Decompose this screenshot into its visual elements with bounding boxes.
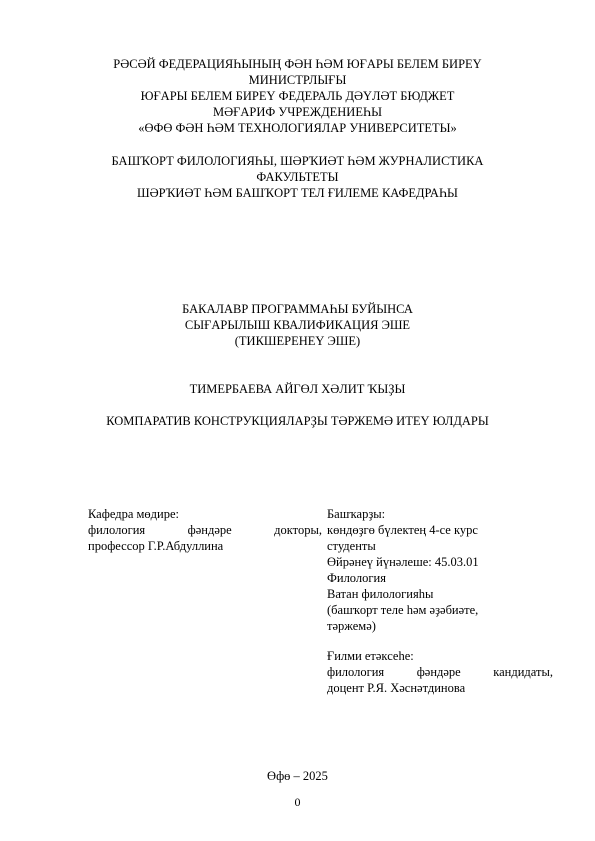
author-name-text: ТИМЕРБАЕВА АЙГӨЛ ХӘЛИТ ҠЫҘЫ bbox=[189, 382, 406, 396]
advisor-name: доцент Р.Я. Хәснәтдинова bbox=[327, 681, 466, 695]
university-name: «ӨФӨ ФӘН ҺӘМ ТЕХНОЛОГИЯЛАР УНИВЕРСИТЕТЫ» bbox=[138, 121, 457, 135]
student-info-line: студенты bbox=[327, 539, 376, 553]
spacer bbox=[327, 634, 553, 648]
city-year-text: Өфө – 2025 bbox=[267, 769, 328, 783]
advisor-title: Ғилми етәксеһе: bbox=[327, 649, 414, 663]
city-year bbox=[0, 768, 595, 784]
student-info-line: тәржемә) bbox=[327, 619, 376, 633]
thesis-topic-text: КОМПАРАТИВ КОНСТРУКЦИЯЛАРҘЫ ТӘРЖЕМӘ ИТЕҮ ЮЛДАРЫ bbox=[106, 414, 489, 428]
faculty-line: БАШҠОРТ ФИЛОЛОГИЯҺЫ, ШӘРҠИӘТ ҺӘМ ЖУРНАЛИСТИКА bbox=[111, 154, 484, 168]
page-number-text: 0 bbox=[294, 795, 301, 809]
ministry-line: МИНИСТРЛЫҒЫ bbox=[248, 73, 347, 87]
student-title: Башҡарҙы: bbox=[327, 507, 386, 521]
signatures-right-column bbox=[327, 506, 553, 696]
ministry-line: РӘСӘЙ ФЕДЕРАЦИЯҺЫНЫҢ ФӘН ҺӘМ ЮҒАРЫ БЕЛЕМ БИРЕҮ bbox=[113, 57, 482, 71]
head-of-department-name: профессор Г.Р.Абдуллина bbox=[88, 539, 224, 553]
student-info-line: (башҡорт теле һәм әҙәбиәте, bbox=[327, 603, 479, 617]
head-of-department-degree: филология фәндәре докторы, bbox=[88, 523, 322, 537]
student-info-line: Филология bbox=[327, 571, 386, 585]
advisor-degree: филология фәндәре кандидаты, bbox=[327, 665, 553, 679]
student-info-line: Ватан филологияһы bbox=[327, 587, 434, 601]
department-name: ШӘРҠИӘТ ҺӘМ БАШҠОРТ ТЕЛ ҒИЛЕМЕ КАФЕДРАҺЫ bbox=[137, 186, 458, 200]
thesis-topic bbox=[0, 413, 595, 429]
author-name bbox=[0, 381, 595, 397]
head-of-department-title: Кафедра мөдире: bbox=[88, 507, 179, 521]
work-type-line: (ТИКШЕРЕНЕҮ ЭШЕ) bbox=[234, 334, 361, 348]
work-type-line: СЫҒАРЫЛЫШ КВАЛИФИКАЦИЯ ЭШЕ bbox=[184, 318, 411, 332]
work-type-line: БАКАЛАВР ПРОГРАММАҺЫ БУЙЫНСА bbox=[182, 302, 413, 316]
ministry-header bbox=[0, 56, 595, 136]
student-info-line: Өйрәнеү йүнәлеше: 45.03.01 bbox=[327, 555, 479, 569]
work-type bbox=[0, 301, 595, 349]
student-info-line: көндөҙгө бүлектең 4-се курс bbox=[327, 523, 478, 537]
faculty-header bbox=[0, 153, 595, 201]
head-of-department-block bbox=[88, 506, 322, 554]
page-number bbox=[0, 794, 595, 810]
ministry-line: МӘҒАРИФ УЧРЕЖДЕНИЕҺЫ bbox=[212, 105, 382, 119]
faculty-line: ФАКУЛЬТЕТЫ bbox=[256, 170, 339, 184]
ministry-line: ЮҒАРЫ БЕЛЕМ БИРЕҮ ФЕДЕРАЛЬ ДӘҮЛӘТ БЮДЖЕТ bbox=[140, 89, 455, 103]
